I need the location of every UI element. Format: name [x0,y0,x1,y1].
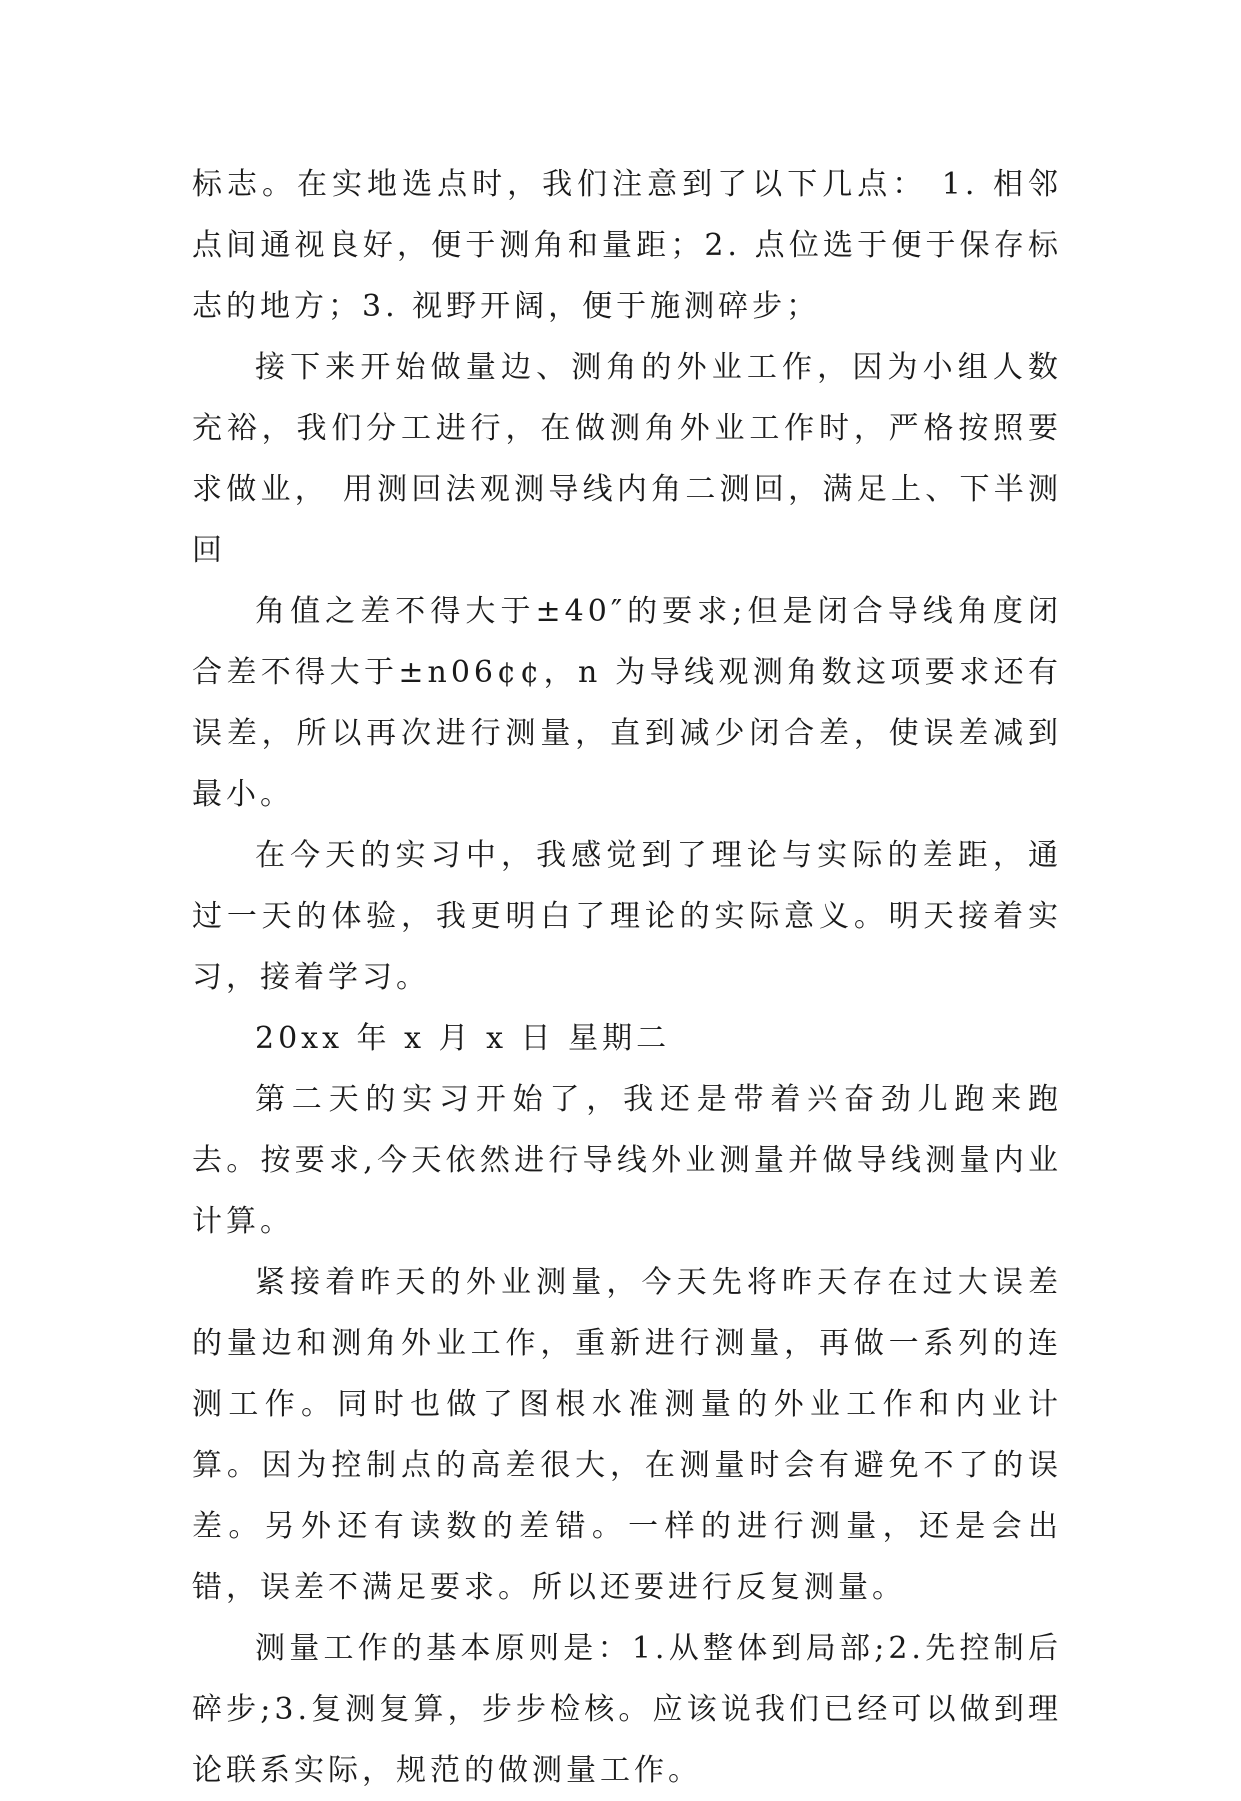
paragraph-angle-tolerance: 角值之差不得大于±40″的要求;但是闭合导线角度闭合差不得大于±n06¢¢，n 为导线观测角数这项要求还有误差，所以再次进行测量，直到减少闭合差，使误差减到最小。 [192,594,1062,812]
paragraph-principles: 测量工作的基本原则是：1.从整体到局部;2.先控制后碎步;3.复测复算，步步检核。应该说我们已经可以做到理论联系实际，规范的做测量工作。 [192,1631,1062,1788]
document-body [192,154,1062,1801]
date-heading: 20xx 年 x 月 x 日 星期二 [255,1021,671,1056]
paragraph-field-work: 接下来开始做量边、测角的外业工作，因为小组人数充裕，我们分工进行，在做测角外业工作时，严格按照要求做业， 用测回法观测导线内角二测回，满足上、下半测回 [192,350,1062,568]
paragraph-reflection: 在今天的实习中，我感觉到了理论与实际的差距，通过一天的体验，我更明白了理论的实际意义。明天接着实习，接着学习。 [192,838,1062,995]
paragraph-day-two-start: 第二天的实习开始了，我还是带着兴奋劲儿跑来跑去。按要求,今天依然进行导线外业测量并做导线测量内业计算。 [192,1082,1062,1239]
paragraph-site-selection: 标志。在实地选点时，我们注意到了以下几点： 1. 相邻点间通视良好，便于测角和量距；2. 点位选于便于保存标志的地方；3. 视野开阔，便于施测碎步； [192,167,1062,324]
paragraph-remeasure: 紧接着昨天的外业测量，今天先将昨天存在过大误差的量边和测角外业工作，重新进行测量，再做一系列的连测工作。同时也做了图根水准测量的外业工作和内业计算。因为控制点的高差很大，在测量时会有避免不了的误差。另外还有读数的差错。一样的进行测量，还是会出错，误差不满足要求。所以还要进行反复测量。 [192,1265,1062,1605]
